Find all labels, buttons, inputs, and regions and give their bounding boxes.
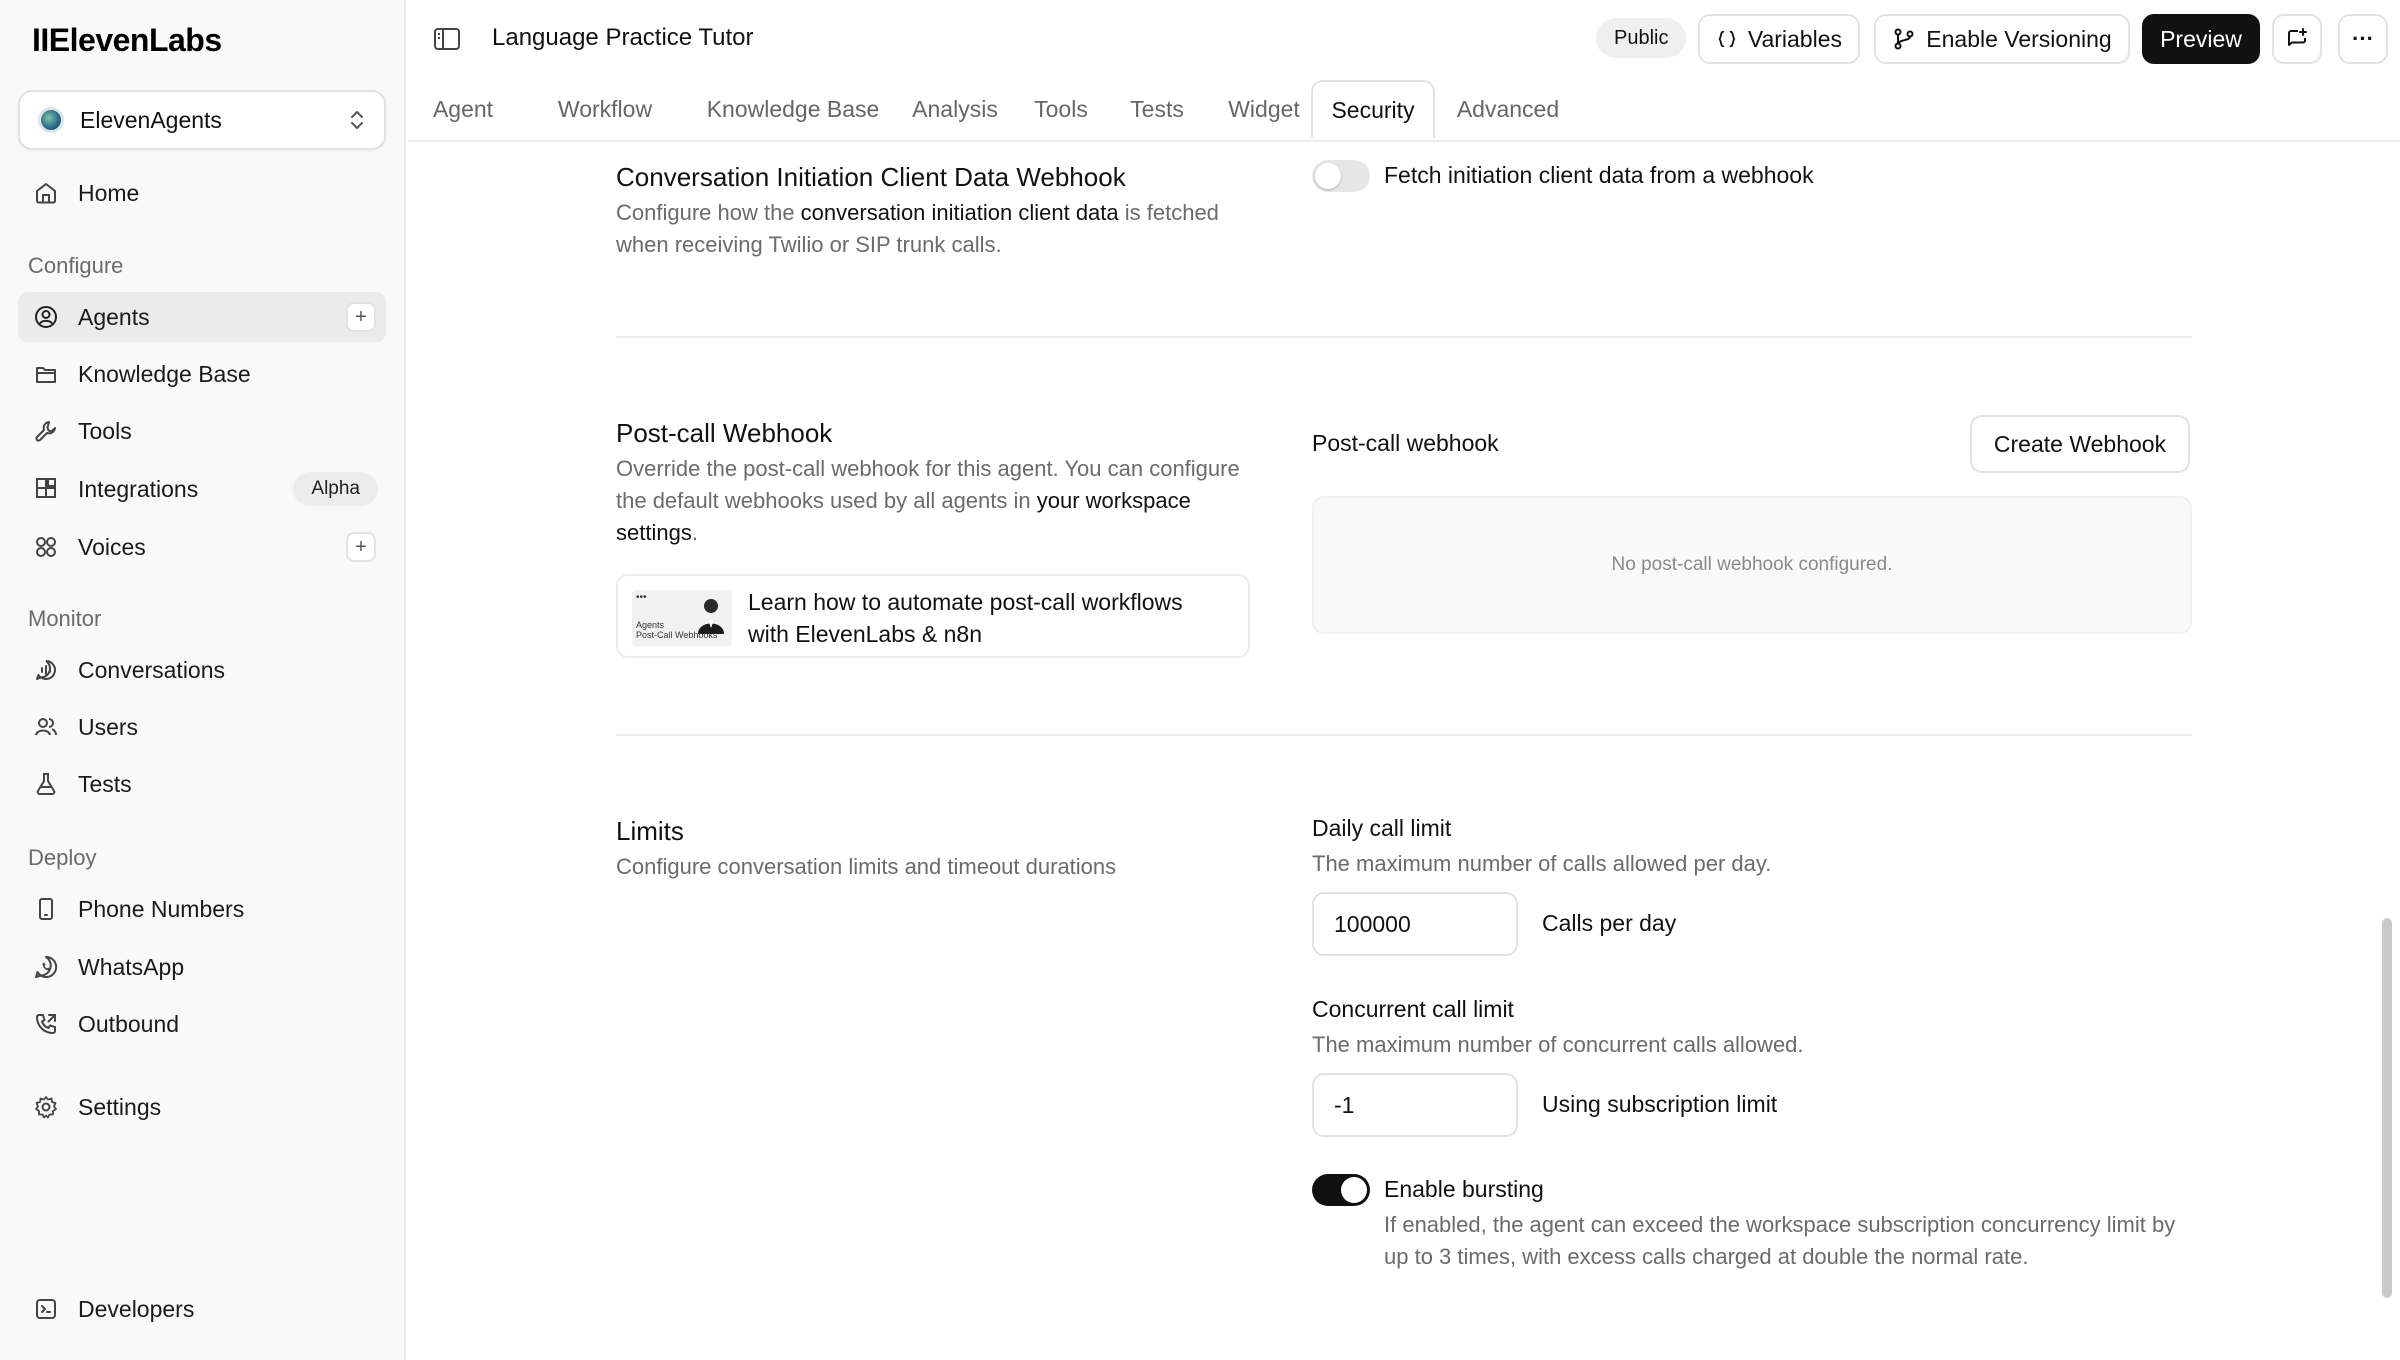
git-branch-icon xyxy=(1892,27,1916,51)
daily-call-limit-input[interactable]: 100000 xyxy=(1312,892,1518,956)
daily-call-limit-desc: The maximum number of calls allowed per day. xyxy=(1312,851,1772,876)
concurrent-call-limit-label: Concurrent call limit xyxy=(1312,996,1514,1022)
post-call-webhook-label: Post-call webhook xyxy=(1312,430,1499,456)
workspace-avatar xyxy=(38,107,64,133)
phone-outgoing-icon xyxy=(32,1010,60,1038)
share-button[interactable] xyxy=(2272,14,2322,64)
terminal-icon xyxy=(32,1295,60,1323)
concurrent-call-limit-input[interactable]: -1 xyxy=(1312,1073,1518,1137)
enable-versioning-label: Enable Versioning xyxy=(1926,25,2112,52)
sidebar-item-developers[interactable] xyxy=(18,1284,386,1334)
sidebar-toggle-icon[interactable] xyxy=(432,24,462,54)
sidebar-item-whatsapp[interactable] xyxy=(18,942,386,992)
video-thumbnail xyxy=(632,590,732,646)
toggle-knob xyxy=(1315,163,1341,189)
sidebar-item-users[interactable] xyxy=(18,702,386,752)
learn-post-call-card[interactable] xyxy=(616,574,1250,658)
sidebar-item-tools[interactable] xyxy=(18,406,386,456)
initiation-webhook-title: Conversation Initiation Client Data Webhook xyxy=(616,162,1126,192)
limits-title: Limits xyxy=(616,816,684,846)
tab-tests[interactable]: Tests xyxy=(1130,95,1184,122)
enable-versioning-button[interactable] xyxy=(1874,14,2130,64)
whatsapp-icon xyxy=(32,953,60,981)
sidebar-item-voices[interactable] xyxy=(18,522,386,572)
desc-text: is fetched when receiving Twilio or SIP trunk calls. xyxy=(616,200,1219,257)
users-icon xyxy=(32,713,60,741)
tab-agent[interactable]: Agent xyxy=(432,95,494,122)
chevron-updown-icon xyxy=(348,106,366,134)
top-header xyxy=(408,0,2400,142)
home-icon xyxy=(32,179,60,207)
section-configure: Configure xyxy=(28,253,124,278)
fetch-initiation-label: Fetch initiation client data from a webhook xyxy=(1384,162,1814,188)
sidebar-item-label: Tests xyxy=(78,770,132,797)
sidebar-item-label: Settings xyxy=(78,1093,162,1120)
initiation-webhook-desc xyxy=(616,197,1256,261)
workspace-name: ElevenAgents xyxy=(80,106,222,133)
chat-icon xyxy=(32,656,60,684)
tab-workflow[interactable]: Workflow xyxy=(557,95,653,122)
more-options-button[interactable]: ··· xyxy=(2338,14,2388,64)
thumbnail-caption-line: Post-Call Webhooks xyxy=(636,630,718,640)
section-monitor: Monitor xyxy=(28,606,102,631)
alpha-badge: Alpha xyxy=(293,472,378,506)
sidebar-item-integrations[interactable] xyxy=(18,464,386,514)
create-webhook-button[interactable]: Create Webhook xyxy=(1970,415,2190,473)
sidebar xyxy=(0,0,406,1360)
sidebar-item-conversations[interactable] xyxy=(18,645,386,695)
variables-button[interactable] xyxy=(1698,14,1860,64)
sidebar-item-tests[interactable] xyxy=(18,759,386,809)
public-badge: Public xyxy=(1596,18,1686,58)
elevenlabs-logo[interactable]: IIElevenLabs xyxy=(32,22,222,58)
section-divider xyxy=(616,336,2192,338)
sidebar-item-label: Users xyxy=(78,713,139,740)
tab-knowledge-base[interactable]: Knowledge Base xyxy=(706,95,880,122)
daily-call-limit-label: Daily call limit xyxy=(1312,815,1452,841)
gear-icon xyxy=(32,1093,60,1121)
sidebar-item-label: Integrations xyxy=(78,475,199,502)
sidebar-item-label: Conversations xyxy=(78,656,226,683)
sidebar-item-label: Agents xyxy=(78,303,150,330)
thumbnail-caption-line: Agents xyxy=(636,620,665,630)
tab-analysis[interactable]: Analysis xyxy=(912,95,998,122)
add-agent-button[interactable]: + xyxy=(346,302,376,332)
post-call-webhook-empty: No post-call webhook configured. xyxy=(1312,496,2192,634)
section-deploy: Deploy xyxy=(28,845,97,870)
limits-desc: Configure conversation limits and timeout durations xyxy=(616,854,1117,879)
workspace-switcher[interactable] xyxy=(18,90,386,150)
enable-bursting-toggle[interactable] xyxy=(1312,1174,1370,1206)
sidebar-item-agents[interactable] xyxy=(18,292,386,342)
folder-icon xyxy=(32,360,60,388)
thumbnail-caption xyxy=(636,620,717,640)
sidebar-item-knowledge-base[interactable] xyxy=(18,349,386,399)
initiation-client-data-link[interactable]: conversation initiation client data xyxy=(800,200,1119,225)
tab-tools[interactable]: Tools xyxy=(1034,95,1088,122)
tab-security[interactable]: Security xyxy=(1311,80,1435,138)
phone-icon xyxy=(32,895,60,923)
concurrent-call-limit-desc: The maximum number of concurrent calls allowed. xyxy=(1312,1032,1804,1057)
sidebar-item-label: Outbound xyxy=(78,1010,180,1037)
thumbnail-dots: ••• xyxy=(636,592,647,603)
sidebar-item-label: Home xyxy=(78,179,140,206)
voices-icon xyxy=(32,533,60,561)
enable-bursting-desc: If enabled, the agent can exceed the workspace subscription concurrency limit by up to 3 times, with excess calls charged at double the normal rate. xyxy=(1384,1212,2176,1269)
braces-icon xyxy=(1716,27,1738,51)
fetch-initiation-toggle[interactable] xyxy=(1312,160,1370,192)
flask-icon xyxy=(32,770,60,798)
page-title: Language Practice Tutor xyxy=(492,24,754,51)
section-divider xyxy=(616,734,2192,736)
sidebar-item-home[interactable] xyxy=(18,168,386,218)
sidebar-item-label: Knowledge Base xyxy=(78,360,251,387)
variables-label: Variables xyxy=(1747,25,1842,52)
integrations-icon xyxy=(32,475,60,503)
wrench-icon xyxy=(32,417,60,445)
sidebar-item-label: Phone Numbers xyxy=(78,895,245,922)
agent-icon xyxy=(32,303,60,331)
tab-advanced[interactable]: Advanced xyxy=(1456,95,1560,122)
toggle-knob xyxy=(1341,1177,1367,1203)
daily-call-limit-unit: Calls per day xyxy=(1542,910,1677,936)
sidebar-item-settings[interactable] xyxy=(18,1082,386,1132)
post-call-webhook-desc xyxy=(616,453,1256,549)
chat-plus-icon xyxy=(2285,27,2309,51)
add-voice-button[interactable]: + xyxy=(346,532,376,562)
sidebar-item-outbound[interactable] xyxy=(18,999,386,1049)
tab-widget[interactable]: Widget xyxy=(1228,95,1300,122)
desc-text: . xyxy=(691,520,698,545)
sidebar-item-label: Developers xyxy=(78,1295,195,1322)
main-scrollbar[interactable] xyxy=(2382,918,2392,1298)
post-call-webhook-title: Post-call Webhook xyxy=(616,418,833,448)
sidebar-item-label: WhatsApp xyxy=(78,953,185,980)
workspace-settings-link[interactable]: your workspace settings xyxy=(616,488,1191,545)
desc-text: Override the post-call webhook for this agent. You can configure the default webhooks used by all agents in xyxy=(616,456,1240,513)
sidebar-item-label: Voices xyxy=(78,533,146,560)
concurrent-call-limit-unit: Using subscription limit xyxy=(1542,1091,1778,1117)
enable-bursting-label: Enable bursting xyxy=(1384,1176,1544,1202)
sidebar-item-label: Tools xyxy=(78,417,132,444)
sidebar-item-phone-numbers[interactable] xyxy=(18,884,386,934)
desc-text: Configure how the xyxy=(616,200,801,225)
learn-card-text: Learn how to automate post-call workflows with ElevenLabs & n8n xyxy=(748,589,1183,647)
preview-button[interactable]: Preview xyxy=(2142,14,2260,64)
